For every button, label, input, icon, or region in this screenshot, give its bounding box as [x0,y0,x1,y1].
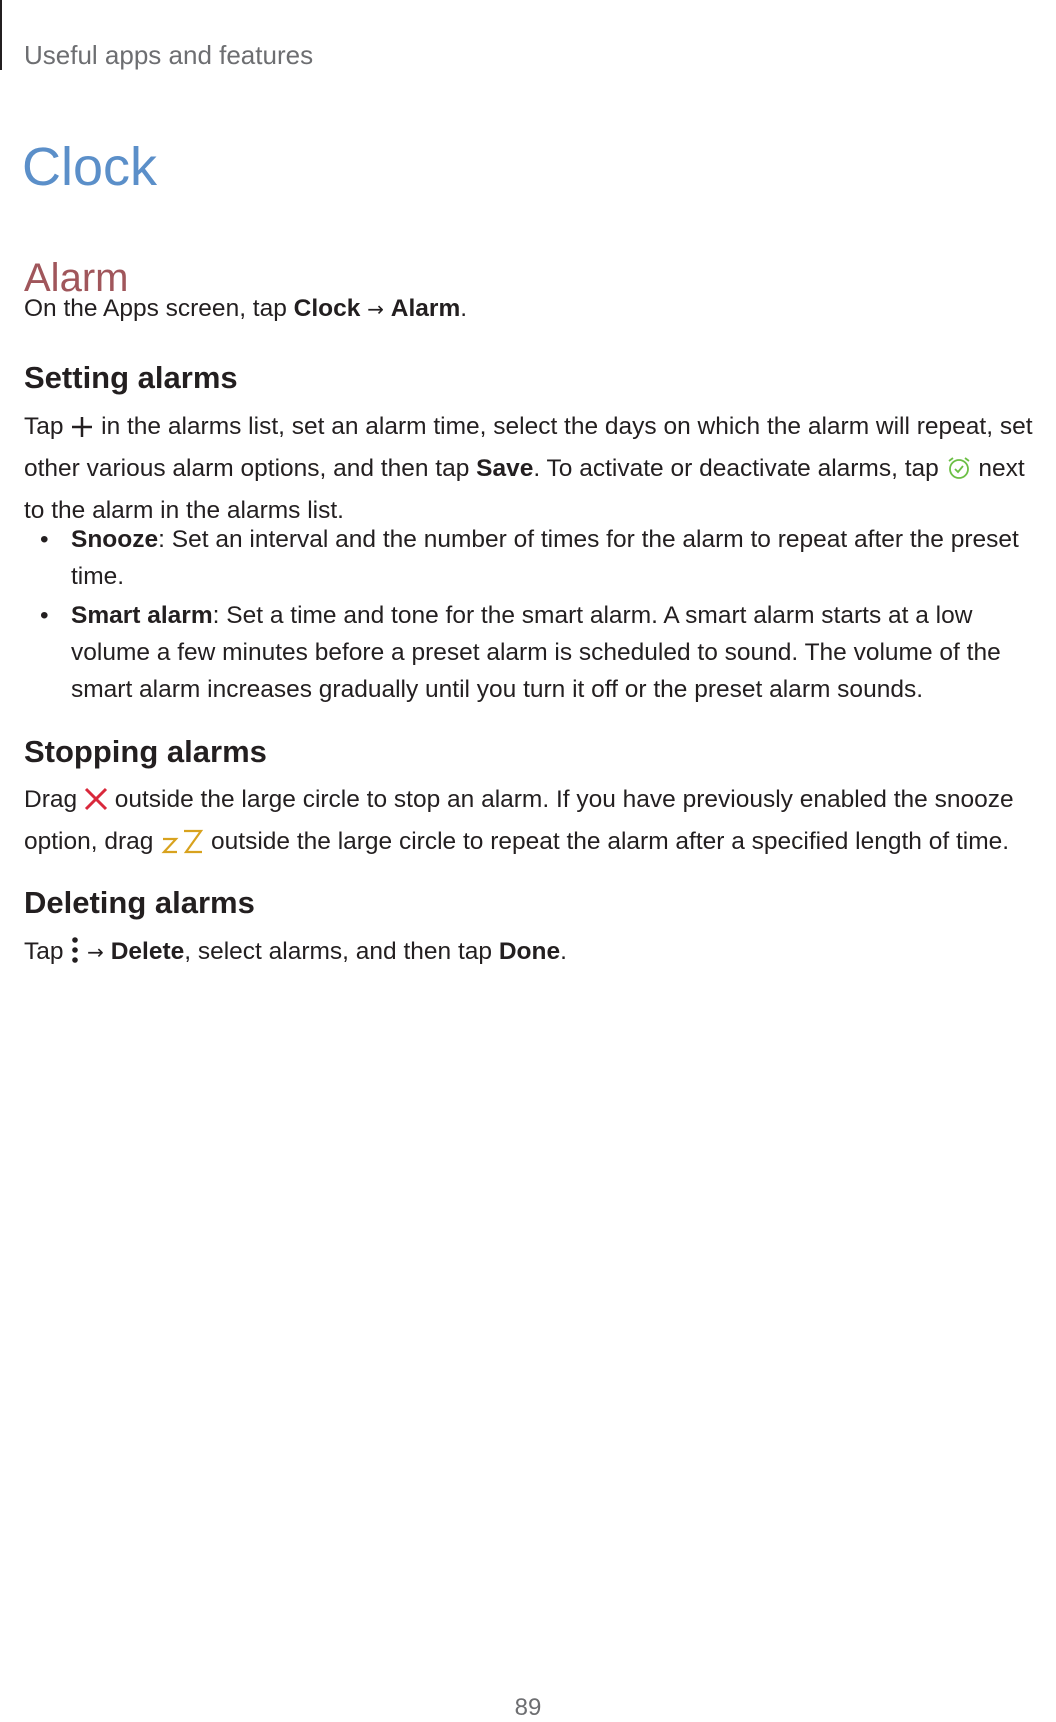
arrow-icon: → [87,940,104,964]
subheading-stopping-alarms: Stopping alarms [24,734,267,769]
arrow-icon: → [367,297,384,321]
section-title-alarm: Alarm [24,256,129,300]
clock-label: Clock [293,295,361,322]
more-options-icon [70,936,80,975]
header-rule [0,0,2,70]
subheading-deleting-alarms: Deleting alarms [24,885,255,920]
running-header: Useful apps and features [24,40,314,70]
page-number: 89 [514,1694,542,1721]
snooze-term: Snooze [71,526,159,553]
bullet-smart-alarm: • Smart alarm: Set a time and tone for the smart alarm. A smart alarm starts at a low volume a few minutes before a preset alarm is scheduled to sound. The volume of the smart alarm increases gradually until you turn it off or the preset alarm sounds. [24,597,1054,708]
smart-alarm-term: Smart alarm [71,602,213,629]
setting-paragraph: Tap in the alarms list, set an alarm time, select the days on which the alarm will repeat, set other various alarm options, and then tap Save. To activate or deactivate alarms, tap next to the alarm in the alarms list. [24,413,1033,524]
bullet-dot: • [40,602,49,629]
deleting-paragraph: Tap → Delete, select alarms, and then tap Done. [24,933,1054,975]
alarm-intro: On the Apps screen, tap Clock → Alarm. [24,295,468,322]
plus-icon [70,413,94,450]
x-icon [84,786,108,823]
alarm-clock-icon [946,455,972,492]
bullet-snooze: • Snooze: Set an interval and the number of times for the alarm to repeat after the preset time. [24,521,1054,595]
alarm-label: Alarm [390,295,461,322]
page-title: Clock [22,137,158,197]
bullet-dot: • [40,526,49,553]
zz-icon [160,828,204,865]
delete-label: Delete [110,938,185,965]
save-label: Save [476,455,534,482]
done-label: Done [498,938,561,965]
subheading-setting-alarms: Setting alarms [24,360,238,395]
stopping-paragraph: Drag outside the large circle to stop an alarm. If you have previously enabled the snooze option, drag outside the large circle to repeat the alarm after a specified length of time. [24,781,1054,865]
